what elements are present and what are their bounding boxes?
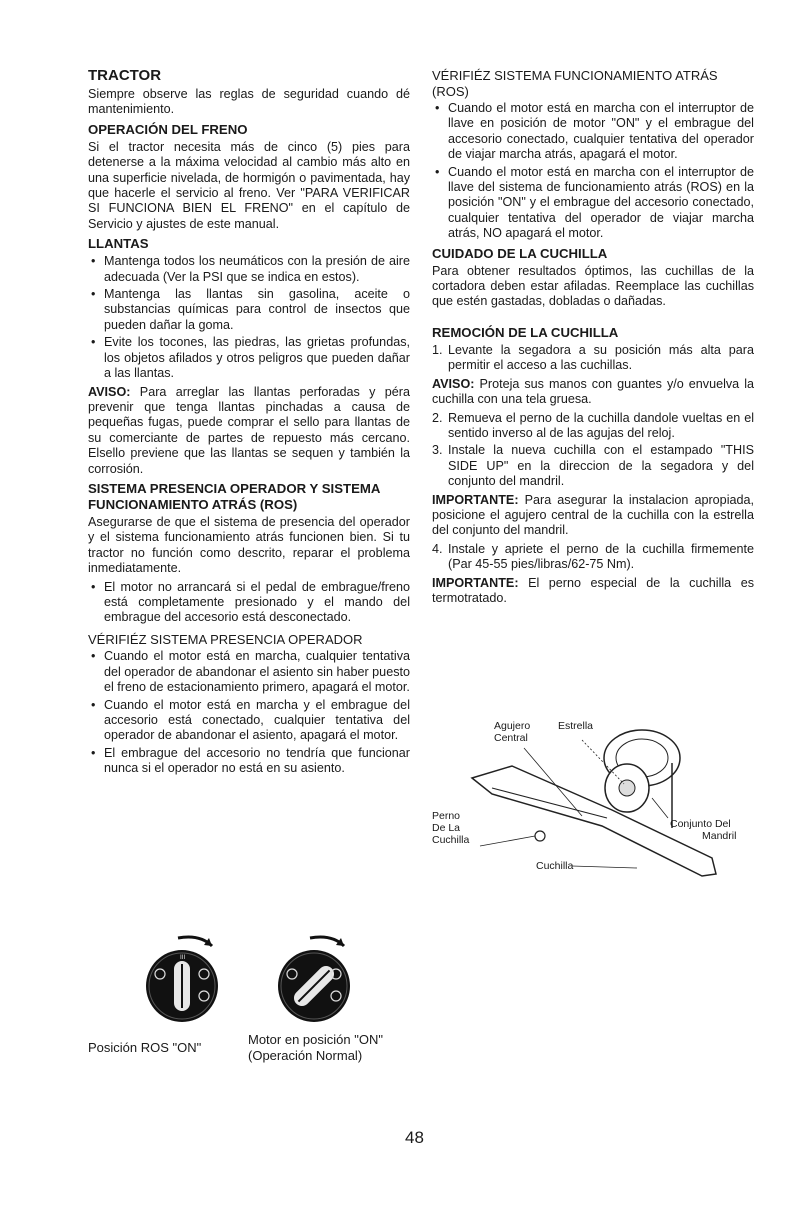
step-item bbox=[432, 443, 754, 489]
list-item: • Cuando el motor está en marcha con el interruptor de llave del sistema de funcionamiento atrás (ROS) en la posición "ON" y el embrague del accesorio conectado, cualquier tentativa del operador de viajar marcha atrás, NO apagará el motor. bbox=[432, 165, 754, 242]
right-column bbox=[432, 68, 754, 609]
presence-heading: SISTEMA PRESENCIA OPERADOR Y SISTEMA FUNCIONAMIENTO ATRÁS (ROS) bbox=[88, 480, 380, 512]
ros-on-dial-icon bbox=[88, 928, 418, 1038]
step-text: Levante la segadora a su posición más alta para permitir el acceso a las cuchillas. bbox=[448, 342, 754, 373]
blade-removal-steps-2 bbox=[432, 411, 754, 490]
verify-ros-heading: VÉRIFIÉZ SISTEMA FUNCIONAMIENTO ATRÁS (ROS) bbox=[432, 68, 718, 99]
svg-text:III: III bbox=[180, 954, 186, 961]
list-item: • Cuando el motor está en marcha con el interruptor de llave en posición de motor "ON" y el embrague del accesorio conectado, cualquier tentativa del operador de viajar marcha atrás, apagará el motor. bbox=[432, 101, 754, 163]
important-text: El perno especial de la cuchilla es termotratado. bbox=[432, 575, 755, 605]
step-number: 3. bbox=[432, 443, 443, 458]
list-item: • El embrague del accesorio no tendría que funcionar nunca si el operador no está en su asiento. bbox=[88, 746, 410, 777]
notice-text: Para arreglar las llantas perforadas y péra prevenir que tenga llantas pinchadas a causa de pequeñas fugas, puede comprar el sello para llantas de su comerciante de partes de repuesto más cercano. Elsello previene que las llantas se sequen y también la corrosión. bbox=[88, 384, 410, 476]
tires-notice bbox=[88, 385, 410, 477]
label-de-la: De La bbox=[432, 822, 461, 834]
step-item bbox=[432, 542, 754, 573]
tires-heading: LLANTAS bbox=[88, 236, 149, 252]
step-number: 4. bbox=[432, 541, 443, 556]
important-1 bbox=[432, 493, 754, 539]
label-estrella: Estrella bbox=[558, 720, 594, 732]
step-text: Instale la nueva cuchilla con el estampado "THIS SIDE UP" en la direccion de la segadora y del conjunto del mandril. bbox=[448, 443, 754, 489]
step-number: 1. bbox=[432, 342, 443, 357]
important-text: Para asegurar la instalacion apropiada, posicione el agujero central de la cuchilla con la estrella del conjunto del mandril. bbox=[432, 492, 754, 538]
list-item: • Mantenga todos los neumáticos con la presión de aire adecuada (Ver la PSI que se indica en estos). bbox=[88, 254, 410, 285]
list-item: • El motor no arrancará si el pedal de embrague/freno está completamente presionado y el mando del embrague del accesorio está desconectado. bbox=[88, 580, 410, 626]
intro-text: Siempre observe las reglas de seguridad cuando dé mantenimiento. bbox=[88, 87, 410, 117]
label-cuchilla-bolt: Cuchilla bbox=[432, 834, 470, 846]
verify-presence-list bbox=[88, 649, 410, 776]
blade-care-text: Para obtener resultados óptimos, las cuchillas de la cortadora deben estar afiladas. Reemplace las cuchillas que estén gastadas, dobladas o dañadas. bbox=[432, 263, 754, 309]
blade-removal-steps-3 bbox=[432, 542, 754, 573]
section-title-tractor: TRACTOR bbox=[88, 67, 162, 84]
presence-list bbox=[88, 580, 410, 626]
blade-removal-heading: REMOCIÓN DE LA CUCHILLA bbox=[432, 324, 619, 340]
brake-text: Si el tractor necesita más de cinco (5) pies para detenerse a la máxima velocidad al cambio más alto en una superficie nivelada, de hormigón o pavimentada, hay que hacerle el servicio al freno. Ver "PARA VERIFICAR SI FUNCIONA BIEN EL FRENO" en el capítulo de Servicio y ajustes de este manual. bbox=[88, 139, 410, 231]
page-number: 48 bbox=[405, 1128, 424, 1147]
blade-notice bbox=[432, 377, 754, 408]
ros-caption: Posición ROS "ON" bbox=[88, 1040, 202, 1055]
step-number: 2. bbox=[432, 410, 443, 425]
list-item: • Mantenga las llantas sin gasolina, aceite o substancias químicas para control de insectos que pueden dañar la goma. bbox=[88, 287, 410, 333]
step-text: Remueva el perno de la cuchilla dandole vueltas en el sentido inverso al de las agujas del reloj. bbox=[448, 410, 754, 440]
step-text: Instale y apriete el perno de la cuchilla firmemente (Par 45-55 pies/libras/62-75 Nm). bbox=[448, 541, 754, 572]
presence-text: Asegurarse de que el sistema de presencia del operador y el sistema funcionamiento atrás funcionen bien. Si tu tractor no función como descrito, reparar el problema inmediatamente. bbox=[88, 514, 410, 576]
step-item bbox=[432, 411, 754, 442]
list-item: • Evite los tocones, las piedras, las grietas profundas, los objetos afilados y otros peligros que pueden dañar a las llantas. bbox=[88, 335, 410, 381]
important-label: IMPORTANTE: bbox=[432, 492, 519, 507]
blade-diagram bbox=[432, 718, 762, 888]
ignition-dials bbox=[88, 928, 418, 1108]
important-label: IMPORTANTE: bbox=[432, 575, 519, 590]
normal-caption-line2: (Operación Normal) bbox=[248, 1048, 363, 1063]
label-conjunto: Conjunto Del bbox=[670, 818, 731, 830]
label-central: Central bbox=[494, 732, 528, 744]
tires-list bbox=[88, 254, 410, 381]
normal-caption-line1: Motor en posición "ON" bbox=[248, 1032, 383, 1047]
blade-removal-steps bbox=[432, 343, 754, 374]
blade-assembly-icon bbox=[432, 718, 762, 888]
step-item bbox=[432, 343, 754, 374]
label-agujero: Agujero bbox=[494, 720, 531, 732]
brake-heading: OPERACIÓN DEL FRENO bbox=[88, 121, 248, 137]
notice-label: AVISO: bbox=[88, 384, 131, 399]
important-2 bbox=[432, 576, 754, 607]
left-column bbox=[88, 68, 410, 780]
notice-label: AVISO: bbox=[432, 376, 475, 391]
verify-ros-list bbox=[432, 101, 754, 242]
notice-text: Proteja sus manos con guantes y/o envuelva la cuchilla con una tela gruesa. bbox=[432, 376, 754, 407]
blade-care-heading: CUIDADO DE LA CUCHILLA bbox=[432, 245, 608, 261]
list-item: • Cuando el motor está en marcha, cualquier tentativa del operador de abandonar el asiento sin haber puesto el freno de estacionamiento primero, apagará el motor. bbox=[88, 649, 410, 695]
list-item: • Cuando el motor está en marcha y el embrague del accesorio está conectado, cualquier tentativa del operador de abandonar el asiento, apagará el motor. bbox=[88, 698, 410, 744]
label-mandril: Mandril bbox=[702, 830, 737, 842]
verify-presence-heading: VÉRIFIÉZ SISTEMA PRESENCIA OPERADOR bbox=[88, 631, 363, 647]
label-cuchilla: Cuchilla bbox=[536, 860, 574, 872]
label-perno: Perno bbox=[432, 810, 461, 822]
